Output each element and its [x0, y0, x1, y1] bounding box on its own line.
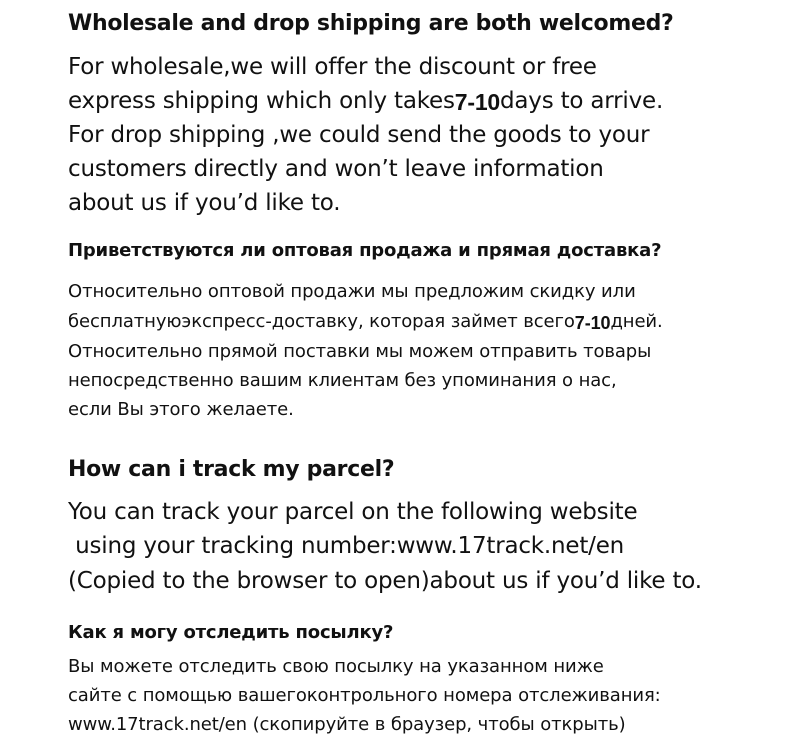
days-range-ru: 7-10: [574, 313, 611, 333]
tracking-line-3: (Copied to the browser to open)about us if you’d like to.: [68, 568, 702, 594]
wholesale-ru-line-2-tail: дней.: [610, 311, 663, 332]
wholesale-line-2-tail: days to arrive.: [500, 88, 664, 114]
wholesale-line-2-text: express shipping which only takes: [68, 88, 455, 114]
tracking-line-1: You can track your parcel on the following website: [68, 499, 638, 525]
days-range-en: 7-10: [454, 89, 501, 115]
wholesale-line-5: about us if you’d like to.: [68, 190, 341, 216]
wholesale-line-4: customers directly and won’t leave information: [68, 156, 604, 182]
wholesale-line-2: [68, 90, 663, 114]
tracking-ru-line-1: Вы можете отследить свою посылку на указанном ниже: [68, 656, 604, 677]
wholesale-ru-line-5: если Вы этого желаете.: [68, 399, 294, 420]
wholesale-ru-line-2-text: бесплатнуюэкспресс-доставку, которая займет всего: [68, 311, 575, 332]
wholesale-line-3: For drop shipping ,we could send the goods to your: [68, 122, 650, 148]
wholesale-heading-en: Wholesale and drop shipping are both welcomed?: [68, 11, 674, 36]
tracking-ru-line-3: www.17track.net/en (скопируйте в браузер, чтобы открыть): [68, 714, 626, 735]
wholesale-ru-line-1: Относительно оптовой продажи мы предложим скидку или: [68, 281, 636, 302]
tracking-heading-en: How can i track my parcel?: [68, 457, 395, 482]
wholesale-line-1: For wholesale,we will offer the discount or free: [68, 54, 597, 80]
tracking-line-2: using your tracking number:www.17track.net/en: [68, 533, 625, 559]
wholesale-heading-ru: Приветствуются ли оптовая продажа и прямая доставка?: [68, 240, 662, 261]
wholesale-ru-line-2: [68, 313, 663, 332]
tracking-heading-ru: Как я могу отследить посылку?: [68, 622, 394, 643]
tracking-ru-line-2: сайте с помощью вашегоконтрольного номера отслеживания:: [68, 685, 661, 706]
wholesale-ru-line-3: Относительно прямой поставки мы можем отправить товары: [68, 341, 652, 362]
wholesale-ru-line-4: непосредственно вашим клиентам без упоминания о нас,: [68, 370, 617, 391]
